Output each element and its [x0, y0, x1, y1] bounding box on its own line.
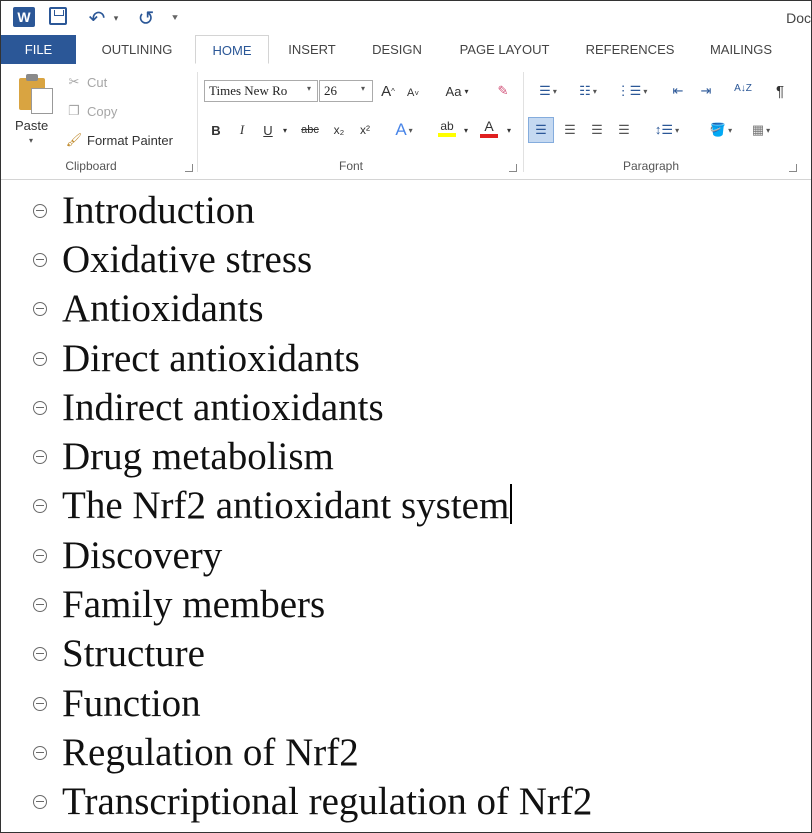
decrease-indent-button[interactable]: [666, 80, 690, 102]
increase-indent-icon: ⇥: [700, 83, 712, 98]
superscript-icon: x²: [360, 123, 370, 137]
align-right-button[interactable]: [585, 119, 609, 141]
text-cursor: [510, 484, 512, 524]
shrink-font-button[interactable]: A ˅: [406, 87, 419, 99]
outline-item[interactable]: [33, 235, 312, 284]
outline-item-text: Function: [62, 682, 201, 725]
copy-icon: ❐: [68, 103, 80, 118]
outline-item[interactable]: [33, 629, 205, 678]
subscript-icon: x₂: [333, 123, 345, 137]
collapse-symbol-icon[interactable]: [33, 499, 47, 513]
decrease-indent-icon: ⇤: [672, 83, 684, 98]
paragraph-launcher-icon[interactable]: [789, 164, 797, 172]
ribbon-tabs: [1, 35, 811, 65]
customize-qat-icon[interactable]: ⯆: [171, 12, 179, 24]
ribbon-home: [1, 64, 811, 180]
paint-bucket-icon: 🪣: [709, 122, 727, 137]
copy-label: Copy: [87, 103, 118, 119]
paintbrush-icon: 🖌: [65, 132, 83, 147]
collapse-symbol-icon[interactable]: [33, 647, 47, 661]
font-name-value: Times New Ro: [209, 83, 288, 98]
outline-item[interactable]: [33, 531, 222, 580]
font-group-label: Font: [338, 159, 363, 173]
collapse-symbol-icon[interactable]: [33, 253, 47, 267]
outline-item[interactable]: [33, 679, 201, 728]
text-effects-button[interactable]: A ▾: [395, 120, 413, 139]
tab-design[interactable]: DESIGN: [372, 42, 422, 57]
highlight-color-swatch: [438, 133, 456, 137]
font-size-value: 26: [324, 83, 337, 98]
outline-item[interactable]: [33, 728, 359, 777]
tab-insert[interactable]: INSERT: [288, 42, 336, 57]
borders-icon: ▦: [751, 122, 765, 137]
align-center-icon: ☰: [564, 122, 576, 137]
text-effects-icon: A: [395, 120, 407, 139]
sort-button[interactable]: [732, 78, 754, 100]
collapse-symbol-icon[interactable]: [33, 697, 47, 711]
eraser-icon: ✎: [497, 83, 509, 98]
tab-page-layout[interactable]: PAGE LAYOUT: [459, 42, 550, 57]
bold-icon: B: [211, 122, 221, 138]
bullets-icon: ☰: [539, 83, 551, 98]
collapse-symbol-icon[interactable]: [33, 302, 47, 316]
scissors-icon: ✂: [68, 74, 80, 89]
clipboard-launcher-icon[interactable]: [185, 164, 193, 172]
strikethrough-button[interactable]: [296, 119, 324, 141]
tab-references[interactable]: REFERENCES: [585, 42, 675, 57]
align-left-icon: ☰: [535, 122, 547, 137]
collapse-symbol-icon[interactable]: [33, 746, 47, 760]
tab-home[interactable]: HOME: [195, 35, 269, 64]
outline-item-text: Antioxidants: [62, 287, 264, 330]
tab-file[interactable]: FILE: [1, 35, 76, 64]
outline-item[interactable]: [33, 334, 360, 383]
font-color-swatch: [480, 134, 498, 138]
font-color-dropdown-icon[interactable]: ▾: [506, 125, 511, 135]
change-case-icon: Aa: [445, 83, 462, 99]
align-center-button[interactable]: [558, 119, 582, 141]
document-title: Doc: [786, 10, 811, 26]
cut-button[interactable]: [65, 72, 107, 92]
undo-icon[interactable]: ↶: [88, 7, 106, 30]
grow-font-button[interactable]: A ^: [381, 82, 395, 100]
redo-icon[interactable]: ↺: [137, 7, 155, 30]
increase-indent-button[interactable]: [694, 80, 718, 102]
clipboard-group-label: Clipboard: [65, 159, 117, 173]
tab-outlining[interactable]: OUTLINING: [101, 42, 173, 57]
outline-item[interactable]: [33, 777, 592, 826]
outline-item-text: Oxidative stress: [62, 238, 313, 281]
sort-icon: A↓Z: [734, 83, 752, 94]
line-spacing-button[interactable]: ↕☰ ▾: [654, 122, 680, 137]
font-name-box[interactable]: [204, 80, 318, 102]
outline-item-text: Structure: [62, 632, 205, 675]
numbering-icon: ☷: [579, 83, 591, 98]
collapse-symbol-icon[interactable]: [33, 795, 47, 809]
word-app-letter: W: [17, 9, 31, 25]
outline-item[interactable]: [33, 383, 384, 432]
italic-icon: I: [239, 122, 245, 137]
borders-button[interactable]: ▦ ▾: [751, 122, 771, 137]
outline-item[interactable]: [33, 580, 325, 629]
multilevel-list-button[interactable]: ⋮☰ ▾: [616, 83, 648, 98]
collapse-symbol-icon[interactable]: [33, 352, 47, 366]
font-name-dropdown-icon[interactable]: ▾: [307, 84, 312, 93]
underline-icon: U: [263, 122, 273, 138]
collapse-symbol-icon[interactable]: [33, 450, 47, 464]
numbering-button[interactable]: ☷ ▾: [579, 83, 597, 98]
paste-dropdown-icon[interactable]: ▾: [29, 136, 34, 145]
change-case-button[interactable]: Aa ▾: [445, 83, 469, 99]
group-divider: [523, 72, 524, 172]
font-color-icon: A: [484, 118, 494, 134]
tab-mailings[interactable]: MAILINGS: [709, 42, 773, 57]
group-divider: [197, 72, 198, 172]
align-left-button[interactable]: [528, 117, 554, 143]
multilevel-list-icon: ⋮☰: [616, 83, 642, 98]
bullets-button[interactable]: ☰ ▾: [539, 83, 557, 98]
outline-item-text: Regulation of Nrf2: [62, 731, 359, 774]
outline-item-text: Introduction: [62, 189, 255, 232]
highlight-button[interactable]: [435, 117, 459, 139]
show-marks-button[interactable]: [769, 80, 791, 102]
underline-button[interactable]: [259, 119, 277, 141]
outline-item[interactable]: [33, 481, 512, 530]
clear-formatting-button[interactable]: [491, 80, 515, 102]
cut-label: Cut: [87, 74, 108, 90]
justify-icon: ☰: [618, 122, 630, 137]
shrink-font-icon: A: [406, 87, 415, 99]
shading-button[interactable]: 🪣 ▾: [709, 122, 733, 137]
pilcrow-icon: ¶: [775, 82, 785, 100]
paste-button[interactable]: Paste: [15, 118, 49, 133]
word-app-icon[interactable]: [13, 7, 35, 27]
outline-item-text: Indirect antioxidants: [62, 386, 384, 429]
highlight-dropdown-icon[interactable]: ▾: [463, 125, 468, 135]
collapse-symbol-icon[interactable]: [33, 401, 47, 415]
outline-item-text: The Nrf2 antioxidant system: [62, 484, 510, 527]
outline-item-text: Drug metabolism: [62, 435, 334, 478]
bold-button[interactable]: [207, 119, 225, 141]
title-bar: [1, 1, 811, 35]
superscript-button[interactable]: [355, 119, 375, 141]
outline-item-text: Direct antioxidants: [62, 337, 360, 380]
highlighter-icon: ab: [440, 119, 454, 133]
collapse-symbol-icon[interactable]: [33, 549, 47, 563]
underline-dropdown-icon[interactable]: ▾: [282, 125, 287, 135]
collapse-symbol-icon[interactable]: [33, 598, 47, 612]
line-spacing-icon: ↕☰: [654, 122, 674, 137]
outline-item-text: Discovery: [62, 534, 223, 577]
grow-font-icon: A: [381, 82, 392, 100]
undo-dropdown-icon[interactable]: ▾: [113, 12, 119, 23]
save-icon[interactable]: [49, 7, 67, 25]
outline-item[interactable]: [33, 186, 255, 235]
subscript-button[interactable]: [329, 119, 349, 141]
paste-icon[interactable]: [17, 74, 53, 114]
document-area[interactable]: [1, 180, 811, 832]
outline-item-text: Transcriptional regulation of Nrf2: [62, 780, 593, 823]
italic-button[interactable]: [233, 119, 251, 141]
format-painter-label: Format Painter: [87, 132, 173, 148]
format-painter-button[interactable]: [65, 130, 173, 150]
strikethrough-icon: abc: [301, 124, 319, 136]
collapse-symbol-icon[interactable]: [33, 204, 47, 218]
align-right-icon: ☰: [591, 122, 603, 137]
outline-item-text: Family members: [62, 583, 326, 626]
outline-item[interactable]: [33, 284, 264, 333]
font-launcher-icon[interactable]: [509, 164, 517, 172]
justify-button[interactable]: [612, 119, 636, 141]
paragraph-group-label: Paragraph: [622, 159, 680, 173]
outline-item[interactable]: [33, 432, 334, 481]
copy-button[interactable]: [65, 101, 117, 121]
font-size-dropdown-icon[interactable]: ▾: [361, 84, 366, 93]
font-color-button[interactable]: [477, 117, 501, 139]
